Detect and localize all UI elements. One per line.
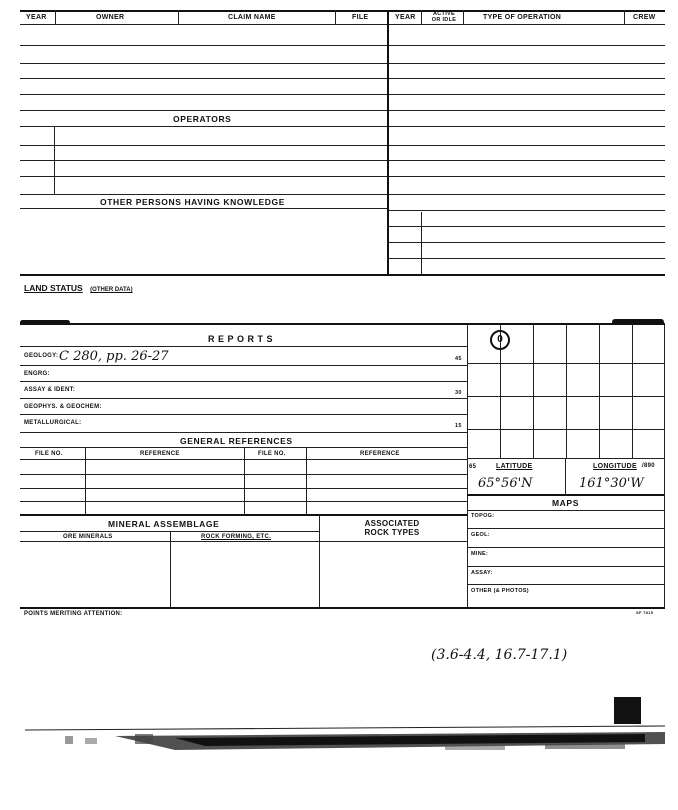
grid-line-h — [467, 363, 664, 364]
row-line — [20, 208, 387, 209]
row-line-right — [389, 63, 665, 64]
top-border — [20, 10, 665, 12]
row-line — [20, 176, 387, 177]
longitude-value: 161°30'W — [579, 476, 644, 491]
land-status — [24, 278, 133, 296]
maps-line — [467, 510, 664, 511]
row-line-right — [389, 94, 665, 95]
genref-bottom-line — [20, 514, 467, 516]
latitude-prefix: 65 — [469, 464, 477, 470]
report-label-metallurgical: METALLURGICAL: — [24, 420, 82, 426]
longitude-suffix: /890 — [642, 463, 655, 469]
lower-bottom-border — [20, 607, 665, 609]
row-line-right — [389, 110, 665, 111]
scan-noise-band — [25, 724, 665, 754]
year-col-line — [421, 212, 422, 274]
genref-col-line — [306, 447, 307, 514]
ore-minerals-label: ORE MINERALS — [63, 534, 113, 540]
row-line — [20, 110, 387, 111]
row-line-right — [389, 145, 665, 146]
maps-line — [467, 547, 664, 548]
operators-label: OPERATORS — [173, 114, 232, 124]
maps-row-other: OTHER (& PHOTOS) — [471, 588, 529, 594]
maps-top-line — [467, 494, 664, 496]
header-sep — [335, 10, 336, 24]
header-sep — [421, 10, 422, 24]
grid-marker-circle: 0 — [490, 330, 510, 350]
mineral-subcol-line — [170, 531, 171, 608]
row-line-right — [389, 78, 665, 79]
grid-line-h — [467, 396, 664, 397]
reports-line — [20, 398, 467, 399]
header-year: YEAR — [26, 14, 47, 21]
report-code-metallurgical: 15 — [455, 423, 462, 429]
latitude-label: LATITUDE — [496, 463, 533, 470]
reports-line — [20, 432, 467, 433]
header-claim-name: CLAIM NAME — [228, 14, 276, 21]
row-line — [20, 63, 387, 64]
row-line — [20, 145, 387, 146]
reports-line — [20, 365, 467, 366]
assoc-line — [319, 541, 467, 542]
row-line-right — [389, 210, 665, 211]
maps-line — [467, 584, 664, 585]
rock-forming-label: ROCK FORMING, ETC. — [201, 534, 272, 540]
center-divider — [387, 10, 389, 275]
grid-line-v — [632, 325, 633, 458]
row-line-right — [389, 176, 665, 177]
genref-col-line — [85, 447, 86, 514]
genref-line — [20, 501, 467, 502]
reports-line — [20, 381, 467, 382]
header-bottom-line — [20, 24, 665, 25]
report-label-geophys: GEOPHYS. & GEOCHEM: — [24, 404, 102, 410]
grid-line-v — [566, 325, 567, 458]
maps-line — [467, 566, 664, 567]
genref-header-reference-1: REFERENCE — [140, 451, 180, 457]
header-year-right: YEAR — [395, 14, 416, 21]
grid-line-v — [599, 325, 600, 458]
report-value-geology: C 280, pp. 26-27 — [59, 349, 169, 364]
report-label-geology: GEOLOGY: — [24, 353, 59, 359]
header-sep — [178, 10, 179, 24]
maps-line — [467, 528, 664, 529]
top-table-bottom — [20, 274, 665, 276]
reports-title: REPORTS — [208, 334, 277, 344]
scan-mark-right — [612, 319, 664, 325]
scan-mark-left — [20, 320, 70, 325]
header-sep — [463, 10, 464, 24]
land-status-label: LAND STATUS — [24, 283, 83, 293]
header-sep — [55, 10, 56, 24]
genref-header-reference-2: REFERENCE — [360, 451, 400, 457]
header-active-idle: ACTIVE OR IDLE — [431, 11, 457, 23]
land-status-sublabel: (OTHER DATA) — [90, 287, 133, 293]
mineral-line — [20, 541, 319, 542]
reports-line — [20, 414, 467, 415]
row-line-right — [389, 242, 665, 243]
latlong-divider — [565, 458, 566, 494]
row-line — [20, 160, 387, 161]
grid-line-h — [467, 429, 664, 430]
other-persons-label: OTHER PERSONS HAVING KNOWLEDGE — [100, 197, 286, 207]
associated-rock-types-title: ASSOCIATED ROCK TYPES — [364, 519, 420, 537]
row-line — [20, 45, 387, 46]
points-meriting-attention-label: POINTS MERITING ATTENTION: — [24, 611, 123, 617]
row-line — [20, 126, 387, 127]
header-type-of-operation: TYPE OF OPERATION — [483, 14, 562, 21]
mineral-col-divider — [319, 516, 320, 608]
latitude-value: 65°56'N — [478, 476, 533, 491]
report-code-geology: 45 — [455, 356, 462, 362]
row-line — [20, 78, 387, 79]
genref-col-line — [244, 447, 245, 514]
scan-block — [614, 697, 641, 724]
row-line — [20, 194, 387, 195]
report-label-engrg: ENGRG: — [24, 371, 50, 377]
grid-line-v — [533, 325, 534, 458]
report-label-assay: ASSAY & IDENT: — [24, 387, 76, 393]
row-line-right — [389, 226, 665, 227]
maps-row-geol: GEOL: — [471, 532, 490, 538]
genref-line — [20, 488, 467, 489]
longitude-label: LONGITUDE — [593, 463, 637, 470]
genref-header-file-1: FILE NO. — [35, 451, 63, 457]
lower-top-border — [20, 323, 665, 325]
right-border — [664, 325, 665, 608]
row-line-right — [389, 258, 665, 259]
genref-header-file-2: FILE NO. — [258, 451, 286, 457]
row-line-right — [389, 45, 665, 46]
row-line-right — [389, 126, 665, 127]
maps-row-mine: MINE: — [471, 551, 489, 557]
row-line — [20, 94, 387, 95]
report-code-assay: 30 — [455, 390, 462, 396]
general-references-title: GENERAL REFERENCES — [180, 436, 293, 446]
row-line-right — [389, 160, 665, 161]
header-file: FILE — [352, 14, 369, 21]
maps-row-assay: ASSAY: — [471, 570, 493, 576]
header-crew: CREW — [633, 14, 656, 21]
maps-row-topog: TOPOG: — [471, 513, 495, 519]
reports-line — [20, 346, 467, 347]
handwritten-note: (3.6-4.4, 16.7-17.1) — [431, 647, 568, 663]
header-owner: OWNER — [96, 14, 125, 21]
form-code: SF 7815 — [636, 610, 654, 615]
row-line-right — [389, 194, 665, 195]
mineral-assemblage-title: MINERAL ASSEMBLAGE — [108, 519, 220, 529]
maps-title: MAPS — [552, 498, 579, 508]
genref-line — [20, 474, 467, 475]
header-sep — [624, 10, 625, 24]
